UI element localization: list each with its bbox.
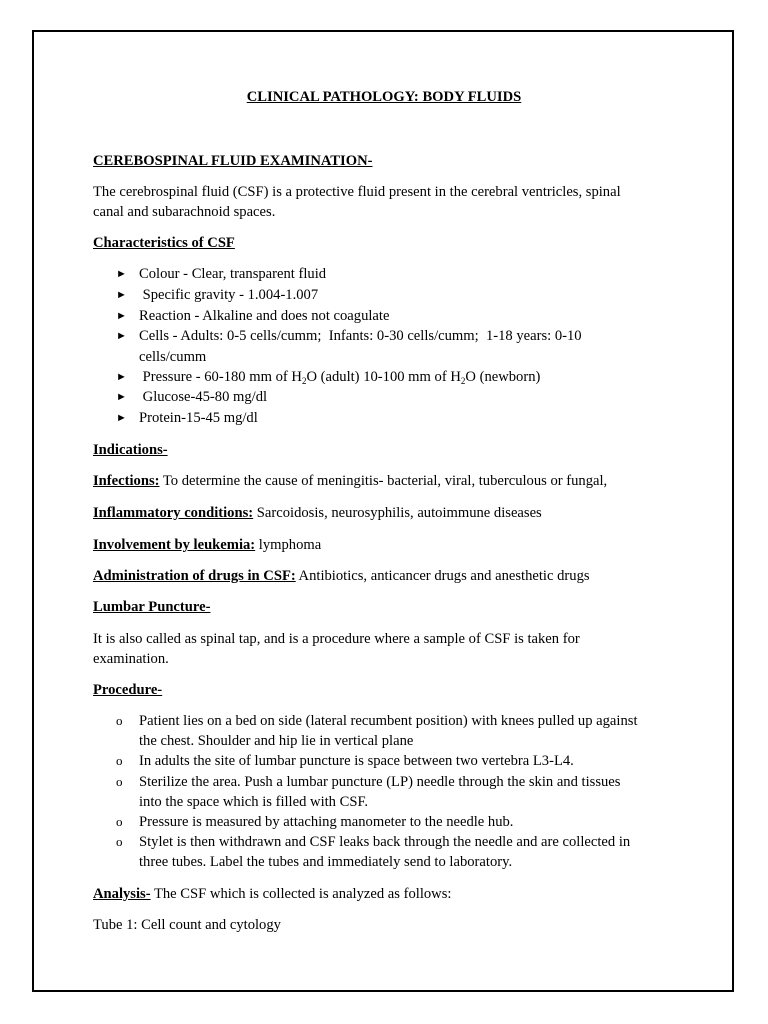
char-gravity: Specific gravity - 1.004-1.007 [139, 287, 319, 303]
triangle-bullet-icon: ► [116, 391, 127, 403]
char-colour: Colour - Clear, transparent fluid [139, 266, 327, 282]
circle-bullet-icon: o [116, 713, 123, 728]
triangle-bullet-icon: ► [116, 371, 127, 383]
circle-bullet-icon: o [116, 774, 123, 789]
procedure-step-1-line-2: the chest. Shoulder and hip lie in vertical plane [139, 733, 414, 749]
triangle-bullet-icon: ► [116, 412, 127, 424]
triangle-bullet-icon: ► [116, 268, 127, 280]
indication-inflammatory: Inflammatory conditions: Sarcoidosis, neurosyphilis, autoimmune diseases [93, 505, 542, 521]
circle-bullet-icon: o [116, 814, 123, 829]
tube-1-line: Tube 1: Cell count and cytology [93, 917, 281, 933]
procedure-heading: Procedure- [93, 682, 163, 698]
csf-heading: CEREBOSPINAL FLUID EXAMINATION- [93, 153, 373, 169]
char-glucose: Glucose-45-80 mg/dl [139, 389, 268, 405]
lumbar-heading: Lumbar Puncture- [93, 599, 211, 615]
procedure-step-4: Pressure is measured by attaching manometer to the needle hub. [139, 814, 514, 830]
procedure-step-5-line-1: Stylet is then withdrawn and CSF leaks back through the needle and are collected in [139, 834, 631, 850]
circle-bullet-icon: o [116, 753, 123, 768]
lumbar-line-2: examination. [93, 651, 169, 667]
procedure-step-5-line-2: three tubes. Label the tubes and immediately send to laboratory. [139, 854, 513, 870]
characteristics-heading: Characteristics of CSF [93, 235, 235, 251]
triangle-bullet-icon: ► [116, 330, 127, 342]
procedure-step-1-line-1: Patient lies on a bed on side (lateral recumbent position) with knees pulled up against [139, 713, 638, 729]
indication-infections: Infections: To determine the cause of meningitis- bacterial, viral, tuberculous or fungal, [93, 473, 608, 489]
indication-leukemia: Involvement by leukemia: lymphoma [93, 537, 322, 553]
char-pressure: Pressure - 60-180 mm of $H_2O$ (adult) 10-100 mm of $H_2O$ (newborn) [139, 369, 541, 386]
triangle-bullet-icon: ► [116, 289, 127, 301]
procedure-step-2: In adults the site of lumbar puncture is space between two vertebra L3-L4. [139, 753, 574, 769]
char-cells-line-1: Cells - Adults: 0-5 cells/cumm; Infants: 0-30 cells/cumm; 1-18 years: 0-10 [139, 328, 582, 344]
char-protein: Protein-15-45 mg/dl [139, 410, 258, 426]
char-cells-line-2: cells/cumm [139, 349, 207, 365]
indication-drugs: Administration of drugs in CSF: Antibiotics, anticancer drugs and anesthetic drugs [93, 568, 590, 584]
indications-heading: Indications- [93, 442, 168, 458]
lumbar-line-1: It is also called as spinal tap, and is a procedure where a sample of CSF is taken for [93, 631, 580, 647]
char-reaction: Reaction - Alkaline and does not coagulate [139, 308, 390, 324]
document-title: CLINICAL PATHOLOGY: BODY FLUIDS [246, 89, 522, 105]
circle-bullet-icon: o [116, 834, 123, 849]
procedure-step-3-line-2: into the space which is filled with CSF. [139, 794, 369, 810]
analysis-line: Analysis- The CSF which is collected is analyzed as follows: [93, 886, 452, 902]
intro-line-1: The cerebrospinal fluid (CSF) is a protective fluid present in the cerebral ventricles, spinal [93, 184, 621, 200]
triangle-bullet-icon: ► [116, 310, 127, 322]
procedure-step-3-line-1: Sterilize the area. Push a lumbar puncture (LP) needle through the skin and tissues [139, 774, 621, 790]
intro-line-2: canal and subarachnoid spaces. [93, 204, 276, 220]
